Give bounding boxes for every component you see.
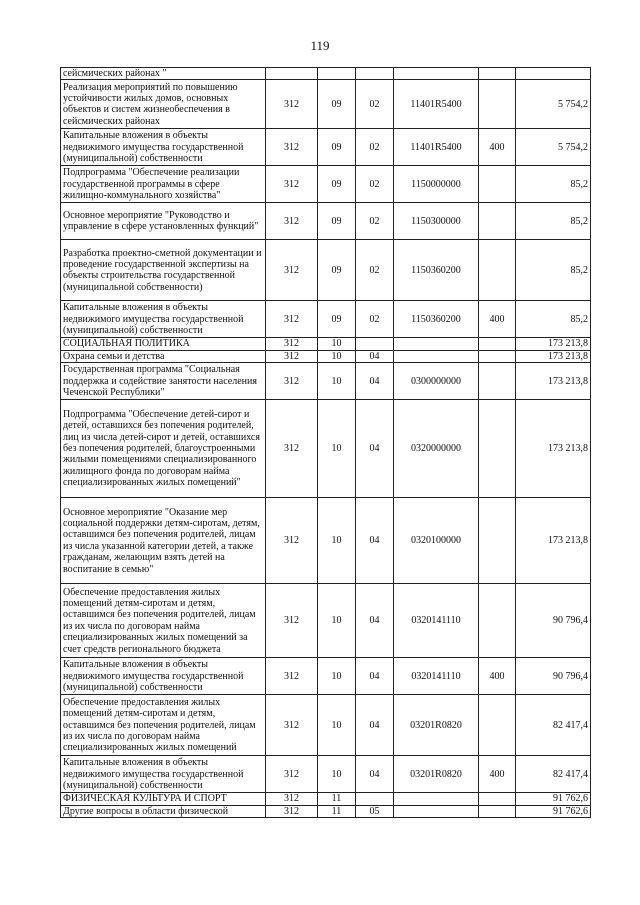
cell-name: Капитальные вложения в объекты недвижимого имущества государственной (муниципальной) собственности (61, 301, 266, 338)
cell-section: 09 (318, 301, 356, 338)
cell-section: 10 (318, 584, 356, 658)
cell-ved: 312 (266, 793, 318, 805)
table-row (61, 166, 591, 203)
cell-target-article: 11401R5400 (394, 129, 479, 166)
page-number: 119 (310, 38, 330, 53)
cell-expense-type (479, 203, 516, 240)
cell-ved: 312 (266, 584, 318, 658)
cell-name: Разработка проектно-сметной документации и проведение государственной экспертизы на объекты строительства государственной (муниципальной собственности) (61, 240, 266, 301)
budget-table (60, 67, 591, 818)
cell-target-article: 1150300000 (394, 203, 479, 240)
cell-section: 09 (318, 166, 356, 203)
cell-name: Основное мероприятие "Руководство и управление в сфере установленных функций" (61, 203, 266, 240)
table-row (61, 400, 591, 498)
cell-subsection: 02 (356, 80, 394, 129)
cell-name: Обеспечение предоставления жилых помещений детям-сиротам и детям, оставшимся без попечения родителей, лицам из их числа по договорам найма специализированных жилых помещений (61, 695, 266, 756)
cell-ved: 312 (266, 805, 318, 817)
cell-subsection: 02 (356, 203, 394, 240)
cell-amount: 91 762,6 (516, 793, 591, 805)
cell-name: Охрана семьи и детства (61, 350, 266, 362)
cell-expense-type (479, 338, 516, 350)
cell-expense-type: 400 (479, 658, 516, 695)
cell-amount: 173 213,8 (516, 400, 591, 498)
cell-ved (266, 68, 318, 80)
table-row (61, 129, 591, 166)
table-row (61, 80, 591, 129)
table-row (61, 350, 591, 362)
cell-ved: 312 (266, 363, 318, 400)
cell-expense-type (479, 240, 516, 301)
cell-target-article: 0320100000 (394, 498, 479, 584)
cell-expense-type (479, 363, 516, 400)
cell-subsection: 04 (356, 400, 394, 498)
cell-section: 10 (318, 658, 356, 695)
cell-expense-type (479, 695, 516, 756)
cell-target-article (394, 793, 479, 805)
table-row (61, 363, 591, 400)
cell-name: Другие вопросы в области физической (61, 805, 266, 817)
cell-target-article: 1150360200 (394, 301, 479, 338)
cell-expense-type (479, 400, 516, 498)
cell-name: Подпрограмма "Обеспечение реализации государственной программы в сфере жилищно-коммунального хозяйства" (61, 166, 266, 203)
table-row (61, 338, 591, 350)
cell-ved: 312 (266, 658, 318, 695)
cell-subsection: 04 (356, 584, 394, 658)
cell-ved: 312 (266, 203, 318, 240)
cell-section: 10 (318, 338, 356, 350)
cell-target-article: 11401R5400 (394, 80, 479, 129)
cell-expense-type (479, 80, 516, 129)
cell-section: 09 (318, 203, 356, 240)
cell-ved: 312 (266, 756, 318, 793)
cell-subsection: 02 (356, 166, 394, 203)
cell-target-article: 1150000000 (394, 166, 479, 203)
cell-name: Подпрограмма "Обеспечение детей-сирот и детей, оставшихся без попечения родителей, лиц из числа детей-сирот и детей, оставшихся без попечения родителей, благоустроенными жилыми помещениями специализированного жилищного фонда по договорам найма специализированных жилых помещений" (61, 400, 266, 498)
table-row (61, 756, 591, 793)
cell-ved: 312 (266, 400, 318, 498)
cell-amount: 90 796,4 (516, 658, 591, 695)
cell-subsection: 04 (356, 363, 394, 400)
cell-subsection: 05 (356, 805, 394, 817)
cell-name: Капитальные вложения в объекты недвижимого имущества государственной (муниципальной) собственности (61, 129, 266, 166)
cell-name: сейсмических районах " (61, 68, 266, 80)
cell-ved: 312 (266, 695, 318, 756)
cell-expense-type (479, 793, 516, 805)
cell-section: 10 (318, 695, 356, 756)
cell-expense-type (479, 584, 516, 658)
cell-section (318, 68, 356, 80)
cell-subsection: 04 (356, 756, 394, 793)
cell-section: 10 (318, 400, 356, 498)
cell-subsection: 02 (356, 240, 394, 301)
cell-name: Реализация мероприятий по повышению устойчивости жилых домов, основных объектов и систем жизнеобеспечения в сейсмических районах (61, 80, 266, 129)
cell-amount: 173 213,8 (516, 338, 591, 350)
cell-target-article: 1150360200 (394, 240, 479, 301)
cell-target-article: 03201R0820 (394, 695, 479, 756)
cell-section: 10 (318, 363, 356, 400)
cell-name: ФИЗИЧЕСКАЯ КУЛЬТУРА И СПОРТ (61, 793, 266, 805)
cell-target-article: 03201R0820 (394, 756, 479, 793)
cell-target-article (394, 805, 479, 817)
table-row (61, 203, 591, 240)
cell-target-article (394, 338, 479, 350)
cell-section: 09 (318, 240, 356, 301)
cell-section: 11 (318, 793, 356, 805)
cell-ved: 312 (266, 338, 318, 350)
cell-expense-type: 400 (479, 301, 516, 338)
cell-target-article: 0320141110 (394, 658, 479, 695)
cell-expense-type (479, 68, 516, 80)
table-row (61, 584, 591, 658)
cell-target-article: 0300000000 (394, 363, 479, 400)
cell-subsection (356, 68, 394, 80)
cell-amount: 5 754,2 (516, 80, 591, 129)
cell-expense-type (479, 166, 516, 203)
cell-expense-type: 400 (479, 129, 516, 166)
cell-name: СОЦИАЛЬНАЯ ПОЛИТИКА (61, 338, 266, 350)
cell-amount: 5 754,2 (516, 129, 591, 166)
cell-ved: 312 (266, 240, 318, 301)
cell-amount: 90 796,4 (516, 584, 591, 658)
cell-amount: 82 417,4 (516, 695, 591, 756)
cell-target-article: 0320000000 (394, 400, 479, 498)
cell-ved: 312 (266, 129, 318, 166)
cell-section: 11 (318, 805, 356, 817)
cell-section: 09 (318, 129, 356, 166)
cell-name: Основное мероприятие "Оказание мер социальной поддержки детям-сиротам, детям, оставшимся без попечения родителей, лицам из числа указанной категории детей, а также гражданам, желающим взять детей на воспитание в семью" (61, 498, 266, 584)
cell-target-article: 0320141110 (394, 584, 479, 658)
cell-subsection: 04 (356, 498, 394, 584)
cell-subsection: 04 (356, 658, 394, 695)
cell-subsection (356, 793, 394, 805)
cell-expense-type (479, 498, 516, 584)
cell-expense-type (479, 805, 516, 817)
table-row (61, 68, 591, 80)
table-row (61, 793, 591, 805)
table-row (61, 658, 591, 695)
cell-amount (516, 68, 591, 80)
cell-amount: 85,2 (516, 166, 591, 203)
cell-subsection: 02 (356, 129, 394, 166)
cell-amount: 85,2 (516, 240, 591, 301)
cell-name: Капитальные вложения в объекты недвижимого имущества государственной (муниципальной) собственности (61, 756, 266, 793)
table-row (61, 240, 591, 301)
cell-amount: 82 417,4 (516, 756, 591, 793)
cell-amount: 173 213,8 (516, 350, 591, 362)
cell-amount: 91 762,6 (516, 805, 591, 817)
cell-target-article (394, 350, 479, 362)
cell-section: 09 (318, 80, 356, 129)
cell-ved: 312 (266, 350, 318, 362)
cell-ved: 312 (266, 301, 318, 338)
cell-expense-type: 400 (479, 756, 516, 793)
cell-section: 10 (318, 350, 356, 362)
cell-ved: 312 (266, 166, 318, 203)
cell-subsection: 02 (356, 301, 394, 338)
cell-subsection: 04 (356, 695, 394, 756)
table-row (61, 301, 591, 338)
cell-expense-type (479, 350, 516, 362)
table-row (61, 805, 591, 817)
cell-section: 10 (318, 498, 356, 584)
cell-amount: 85,2 (516, 203, 591, 240)
table-row (61, 498, 591, 584)
cell-subsection: 04 (356, 350, 394, 362)
cell-name: Государственная программа "Социальная поддержка и содействие занятости населения Чеченской Республики" (61, 363, 266, 400)
cell-amount: 173 213,8 (516, 363, 591, 400)
table-row (61, 695, 591, 756)
cell-name: Капитальные вложения в объекты недвижимого имущества государственной (муниципальной) собственности (61, 658, 266, 695)
cell-amount: 85,2 (516, 301, 591, 338)
cell-ved: 312 (266, 498, 318, 584)
cell-amount: 173 213,8 (516, 498, 591, 584)
cell-name: Обеспечение предоставления жилых помещений детям-сиротам и детям, оставшимся без попечения родителей, лицам из их числа по договорам найма специализированных жилых помещений за счет средств регионального бюджета (61, 584, 266, 658)
table-body (61, 68, 591, 818)
cell-section: 10 (318, 756, 356, 793)
cell-subsection (356, 338, 394, 350)
cell-target-article (394, 68, 479, 80)
cell-ved: 312 (266, 80, 318, 129)
